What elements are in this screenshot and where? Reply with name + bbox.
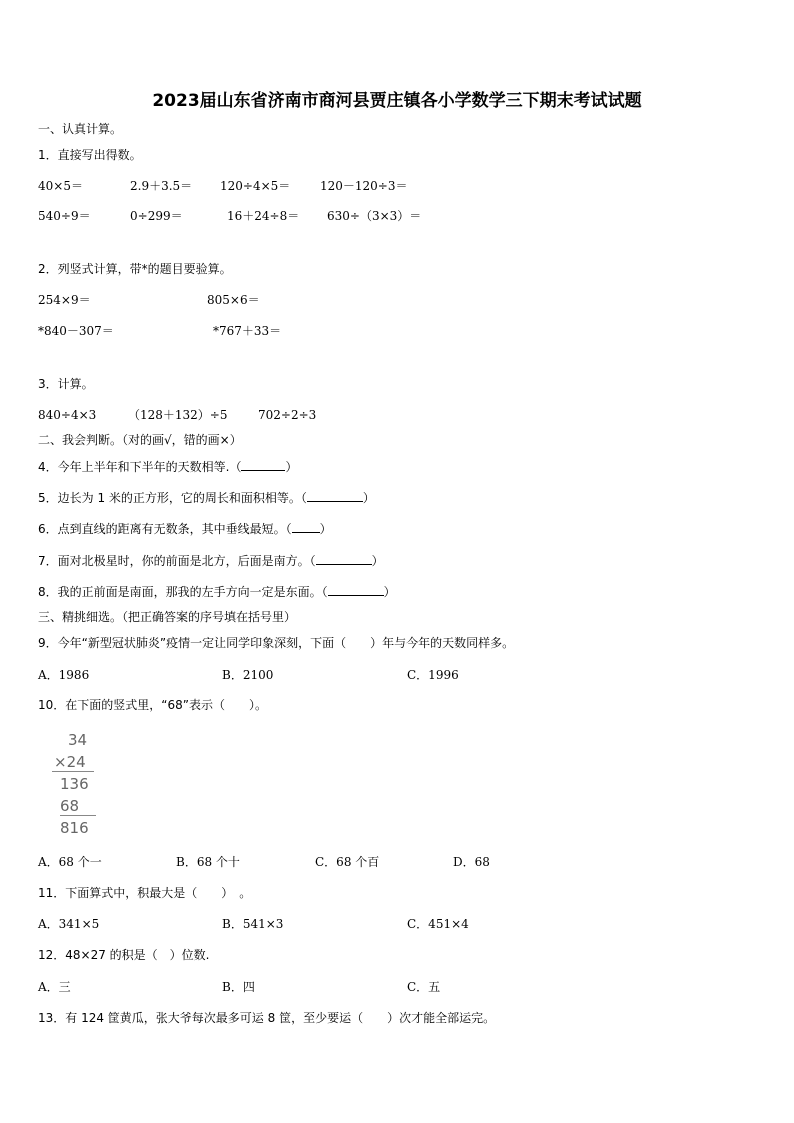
calc-item: *840－307＝ (38, 324, 114, 338)
option-b[interactable]: B．2100 (222, 668, 274, 682)
option-c[interactable]: C．451×4 (407, 917, 469, 931)
question-2-label: 2．列竖式计算，带*的题目要验算。 (38, 262, 232, 276)
question-text: 5．边长为 1 米的正方形，它的周长和面积相等。（ (38, 491, 307, 505)
vertical-line: ×24 (54, 753, 86, 771)
question-12-text: 12．48×27 的积是（ ）位数. (38, 948, 210, 962)
question-text: ） (371, 554, 384, 568)
calc-item: 840÷4×3 (38, 408, 97, 422)
question-text: ） (285, 460, 298, 474)
answer-blank[interactable] (328, 583, 384, 596)
option-c[interactable]: C．五 (407, 980, 441, 994)
answer-blank[interactable] (292, 520, 320, 533)
question-6 (38, 520, 332, 537)
calc-item: 2.9＋3.5＝ (130, 179, 193, 193)
calc-item: 630÷（3×3）＝ (327, 209, 422, 223)
calc-item: 0÷299＝ (130, 209, 183, 223)
vertical-rule (52, 771, 94, 772)
question-text: ） (319, 522, 332, 536)
question-4 (38, 458, 297, 475)
question-text: 8．我的正前面是南面，那我的左手方向一定是东面。（ (38, 585, 328, 599)
option-b[interactable]: B．四 (222, 980, 255, 994)
option-b[interactable]: B．541×3 (222, 917, 284, 931)
calc-item: 805×6＝ (207, 293, 260, 307)
question-text: ） (383, 585, 396, 599)
calc-item: 120÷4×5＝ (220, 179, 291, 193)
section-3-heading: 三、精挑细选。（把正确答案的序号填在括号里） (38, 610, 297, 624)
option-a[interactable]: A．1986 (38, 668, 90, 682)
calc-item: 702÷2÷3 (258, 408, 317, 422)
question-text: 4．今年上半年和下半年的天数相等.（ (38, 460, 242, 474)
vertical-line: 136 (60, 775, 89, 793)
option-a[interactable]: A．三 (38, 980, 71, 994)
section-2-heading: 二、我会判断。（对的画√，错的画×） (38, 433, 242, 447)
question-text: 6．点到直线的距离有无数条，其中垂线最短。（ (38, 522, 292, 536)
question-text: ） (362, 491, 375, 505)
calc-item: 16＋24÷8＝ (227, 209, 300, 223)
vertical-line: 68 (60, 797, 80, 815)
calc-item: 540÷9＝ (38, 209, 91, 223)
question-7 (38, 552, 384, 569)
option-a[interactable]: A．68 个一 (38, 855, 102, 869)
question-11-text: 11．下面算式中，积最大是（ ） 。 (38, 886, 252, 900)
option-a[interactable]: A．341×5 (38, 917, 100, 931)
question-9-text: 9．今年“新型冠状肺炎”疫情一定让同学印象深刻，下面（ ）年与今年的天数同样多。 (38, 636, 515, 650)
option-c[interactable]: C．68 个百 (315, 855, 380, 869)
calc-item: 40×5＝ (38, 179, 83, 193)
vertical-rule (60, 815, 96, 816)
answer-blank[interactable] (241, 458, 285, 471)
question-8 (38, 583, 396, 600)
section-1-heading: 一、认真计算。 (38, 122, 123, 136)
option-c[interactable]: C．1996 (407, 668, 459, 682)
page-title: 2023届山东省济南市商河县贾庄镇各小学数学三下期末考试试题 (152, 91, 642, 111)
calc-item: 254×9＝ (38, 293, 91, 307)
question-3-label: 3．计算。 (38, 377, 94, 391)
option-b[interactable]: B．68 个十 (176, 855, 240, 869)
calc-item: （128＋132）÷5 (128, 408, 228, 422)
answer-blank[interactable] (316, 552, 372, 565)
vertical-line: 34 (68, 731, 88, 749)
question-text: 7．面对北极星时，你的前面是北方，后面是南方。（ (38, 554, 316, 568)
vertical-line: 816 (60, 819, 89, 837)
question-5 (38, 489, 375, 506)
question-10-text: 10．在下面的竖式里，“68”表示（ ）。 (38, 698, 267, 712)
calc-item: 120－120÷3＝ (320, 179, 408, 193)
vertical-multiplication (54, 729, 89, 839)
question-1-label: 1．直接写出得数。 (38, 148, 142, 162)
option-d[interactable]: D．68 (453, 855, 490, 869)
question-13-text: 13．有 124 筐黄瓜，张大爷每次最多可运 8 筐，至少要运（ ）次才能全部运完。 (38, 1011, 496, 1025)
calc-item: *767＋33＝ (213, 324, 282, 338)
answer-blank[interactable] (307, 489, 363, 502)
